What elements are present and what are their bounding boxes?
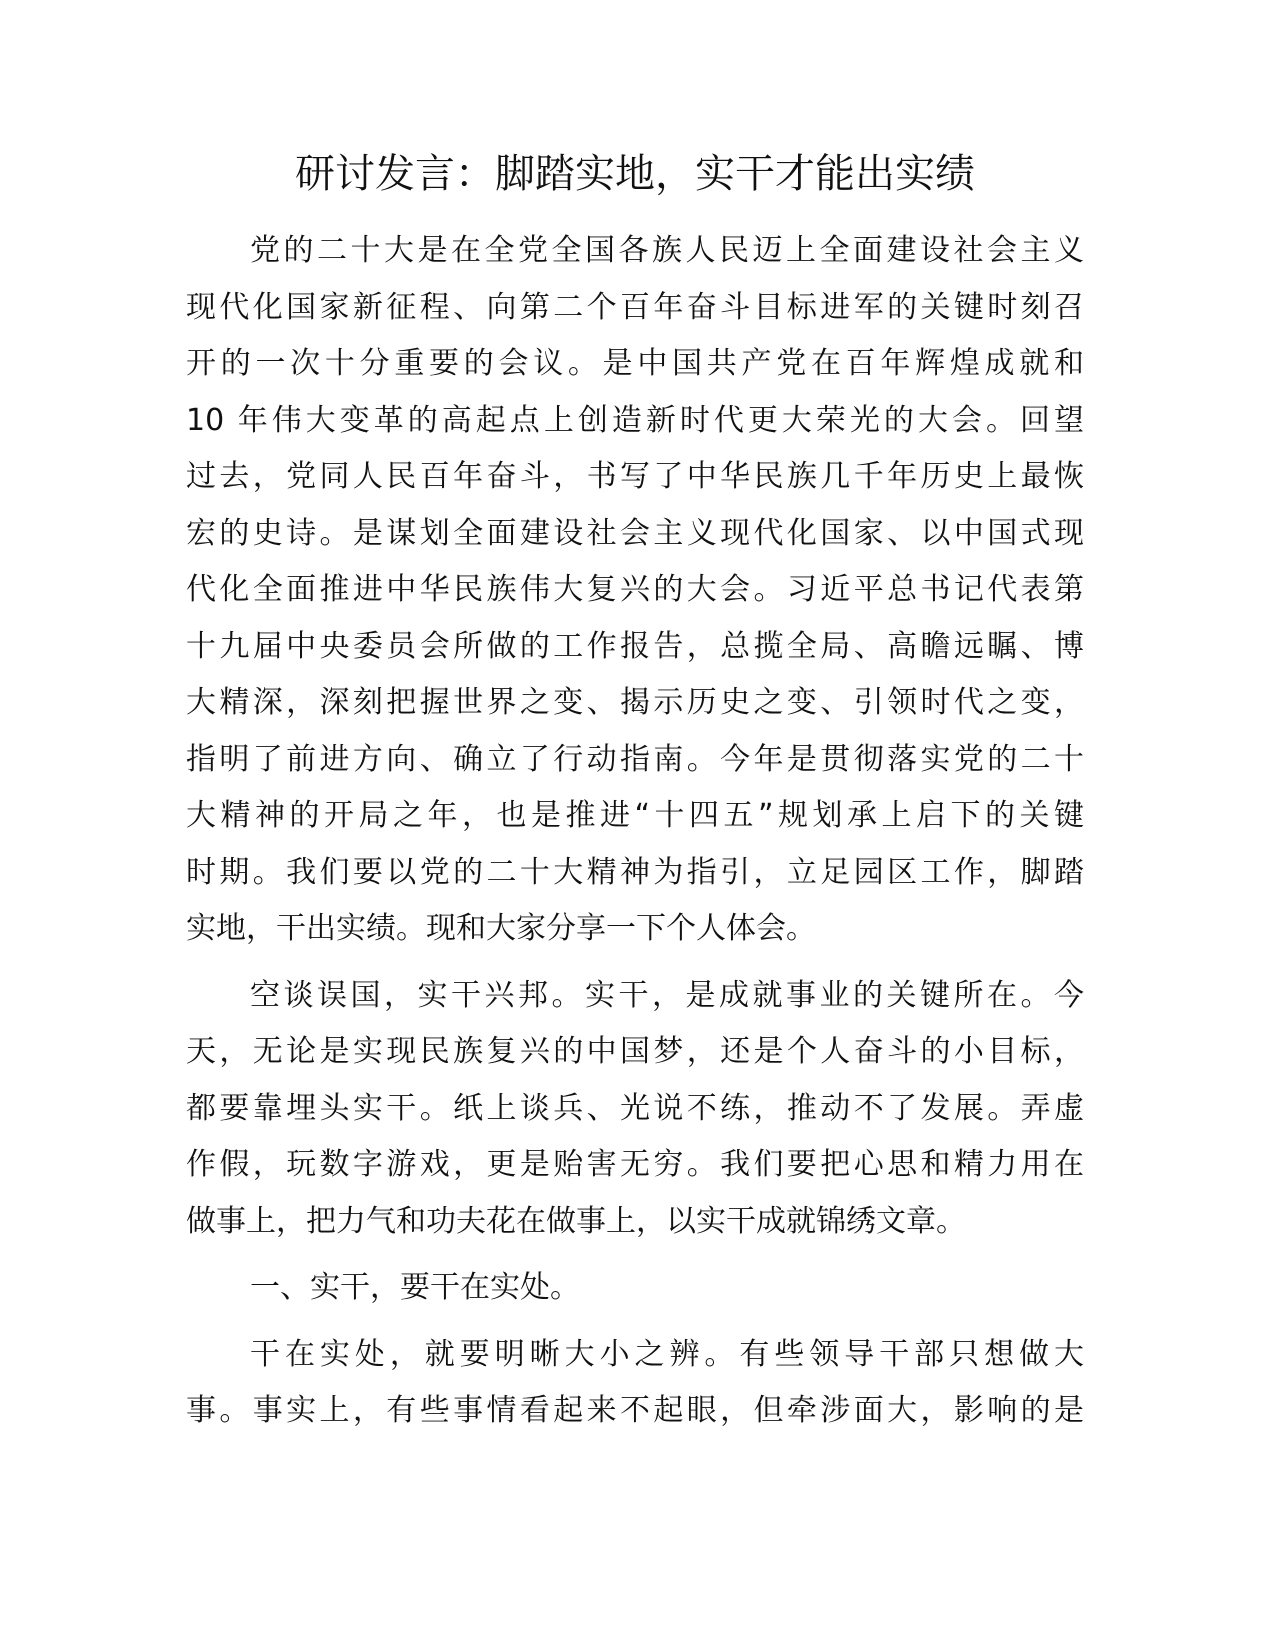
document-title: 研讨发言：脚踏实地，实干才能出实绩 <box>295 151 975 197</box>
document-body <box>186 223 1084 1440</box>
text-line: 空谈误国，实干兴邦。实干，是成就事业的关键所在。今 <box>250 977 1084 1013</box>
text-line: 都要靠埋头实干。纸上谈兵、光说不练，推动不了发展。弄虚 <box>186 1090 1084 1126</box>
paragraph-gap <box>186 1250 1084 1260</box>
text-line: 10 年伟大变革的高起点上创造新时代更大荣光的大会。回望 <box>186 402 1084 438</box>
paragraph-gap <box>186 1317 1084 1327</box>
text-line: 开的一次十分重要的会议。是中国共产党在百年辉煌成就和 <box>186 346 1084 381</box>
paragraph-2 <box>186 968 1084 1251</box>
paragraph-1 <box>186 223 1084 958</box>
text-line: 实地，干出实绩。现和大家分享一下个人体会。 <box>186 911 816 946</box>
text-line: 干在实处，就要明晰大小之辨。有些领导干部只想做大 <box>250 1336 1084 1372</box>
text-line: 大精神的开局之年，也是推进“十四五”规划承上启下的关键 <box>186 798 1084 833</box>
text-line: 宏的史诗。是谋划全面建设社会主义现代化国家、以中国式现 <box>186 515 1084 551</box>
text-line: 十九届中央委员会所做的工作报告，总揽全局、高瞻远瞩、博 <box>186 628 1084 664</box>
text-line: 作假，玩数字游戏，更是贻害无穷。我们要把心思和精力用在 <box>186 1147 1084 1182</box>
text-line: 现代化国家新征程、向第二个百年奋斗目标进军的关键时刻召 <box>186 289 1084 325</box>
paragraph-3 <box>186 1327 1084 1440</box>
section-heading-1 <box>186 1260 1084 1317</box>
text-line: 指明了前进方向、确立了行动指南。今年是贯彻落实党的二十 <box>186 741 1084 777</box>
text-line: 天，无论是实现民族复兴的中国梦，还是个人奋斗的小目标， <box>186 1034 1084 1069</box>
text-line: 时期。我们要以党的二十大精神为指引，立足园区工作，脚踏 <box>186 854 1084 890</box>
text-line: 一、实干，要干在实处。 <box>250 1270 580 1305</box>
paragraph-gap <box>186 958 1084 968</box>
text-line: 党的二十大是在全党全国各族人民迈上全面建设社会主义 <box>250 233 1084 268</box>
text-line: 做事上，把力气和功夫花在做事上，以实干成就锦绣文章。 <box>186 1203 966 1239</box>
text-line: 过去，党同人民百年奋斗，书写了中华民族几千年历史上最恢 <box>186 459 1084 494</box>
text-line: 代化全面推进中华民族伟大复兴的大会。习近平总书记代表第 <box>186 572 1084 607</box>
text-line: 大精深，深刻把握世界之变、揭示历史之变、引领时代之变， <box>186 685 1084 720</box>
text-line: 事。事实上，有些事情看起来不起眼，但牵涉面大，影响的是 <box>186 1393 1084 1428</box>
